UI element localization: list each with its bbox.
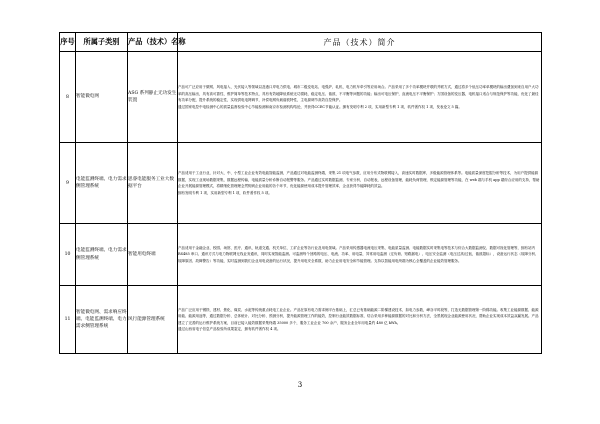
header-category: 所属子类别 <box>76 33 128 52</box>
header-name: 产品（技术）名称 <box>128 33 178 52</box>
row-intro-paragraph: 拥有发明专利 1 项，实用新型专利 1 项，软件著作权 5 项。 <box>178 190 272 195</box>
row-category: 电能监测终端、电力需求侧管理系统 <box>76 224 128 286</box>
row-num: 10 <box>60 224 76 286</box>
row-category: 智能微电网、需求响应终端、电能监测终端、电力需求侧管理系统 <box>76 286 128 354</box>
row-category: 智能微电网 <box>76 52 128 143</box>
row-intro-paragraph: 产品广泛应用于钢铁、建材、焦化、煤炭、水泥等传统重点耗电工业企业。产品在原有电力需求侧平台基础上，汇总已有基础能源二阶梯建设技术，如电力参数，峰谷平时段等，打造无数据管理第一阶梯功能。收集工业能源数据、能源用能、能源用途等，通过数据分析、总体统计、对比分析、预测分析，提升能源管理工作的能效，控制行业能效数据标准，结合采用多种能源数据的对比和分析方法，全景展现企业能源使用状况，帮助企业实现成本效益双赢发展。产品建立了完善的运行维护系统方案，目前已接入能效数据采集终端 35000 多个，服务工业企业 700 余户，服务企业全年用电量约 480 亿 kWh。 <box>178 307 539 325</box>
header-intro: 产品（技术）简介 <box>178 33 542 52</box>
row-category: 电能监测终端、电力需求侧管理系统 <box>76 143 128 224</box>
row-num: 8 <box>60 52 76 143</box>
table-header-row <box>60 33 542 52</box>
table-row <box>60 286 542 354</box>
row-num: 11 <box>60 286 76 354</box>
row-name: 风行能源管理系统 <box>128 286 178 354</box>
row-intro-paragraph: 产品可广泛应用于微网、风电接入、光伏接入等领域以及港口岸电力供电、城市二级变电站、电弧炉、轧机、电力机车牵引等应用场合。产品采用了多个功率模块并联的并联方式，通过将多个低压功率单模块的输出叠加到来自用户大功率的高压输出，具有高可靠性、维护简单等技术特点，具有有效地降低系统无功损耗、稳定电压、谐波、不平衡等问题的功能；输出可电压保护，直流电压不平衡保护；方国设备的变压器，电机接口适合与规范保护等功能，优化了最佳有功率分配，提升系统的稳定性，实现供电电网调节，补偿电网负载谐波特性，主电源调节高效自控保护。 <box>178 85 539 102</box>
row-intro-paragraph: 产品适用于工业行业，针对大、中、小型工业企业有效电能智能监测，产品通过对电能监测终端，采集 21 项电气参数，应用分布式物联网接入，高速实时数据库，多级能源管理体系等。电能质量深度挖掘分析等技术，为用户提供能源数据，实现工业现场数据采集，数据远程传输，电能质量分析诊断自动报警等服务。产品通过实时数据监测，专家分析，自动报表，远程设备管理，能耗负荷管理，锁定能源管理等功能，在 web 端与手机 app 端综合应用的支持，帮助企业开展能源管理模式，将精细化管理理念贯彻到企业用能的各个环节，优化能源使用成本提升管理效率，企业获得节能降耗的效益。 <box>178 171 540 188</box>
table-row <box>60 52 542 143</box>
header-num: 序号 <box>60 33 76 52</box>
row-name: 智能用电终端 <box>128 224 178 286</box>
row-intro <box>178 286 542 354</box>
table-row <box>60 143 542 224</box>
product-table <box>59 32 542 354</box>
row-intro <box>178 143 542 224</box>
row-intro-paragraph: 通过国家电控中电检测中心的质量监督检验中心节能检测和南京市检测机构结论，并获得CCEC节能认证。拥有发明专利 2 项，实用新型专利 1 项，软件著作权 1 项，发表论文 5 篇。 <box>178 104 462 109</box>
table-row <box>60 224 542 286</box>
row-name: ASG 系列静止无功发生装置 <box>128 52 178 143</box>
row-intro-paragraph: 产品适用于金融企业、校园、场馆、医疗、通讯、轨道交通、机关单位、工矿企业等各行业及用电领域。产品采用传感器电流电压采集、电能质量监测、电能数据实时采集电等技术与综合大数据监测仪、数据可视化管理等，拥有站内 RS485 串口、通讯方式与电力物联网无线业务通讯，同时实现智能监测。可监测每个回路的电压、电流、功率、用电量，异常用电监测（过负荷、短路漏电）、电压安全监测（电压过高/过低，谐波超标），设备运行状态（故障分析、故障原因、故障警告）等功能，实时监测到我们企业用电设备的运行状况，提升用电安全系数，助力企业用电安全和节能管理。支持以智能用电终端为核心全覆盖的企业能效管理服务。 <box>178 245 539 263</box>
row-name: 思睿电能服务工业大数据平台 <box>128 143 178 224</box>
row-intro <box>178 224 542 286</box>
row-num: 9 <box>60 143 76 224</box>
row-intro-paragraph: 通过山西省电子信息产品检验所成果鉴定，拥有软件著作权 4 项。 <box>178 327 281 331</box>
row-intro <box>178 52 542 143</box>
page-number: 3 <box>297 381 303 389</box>
